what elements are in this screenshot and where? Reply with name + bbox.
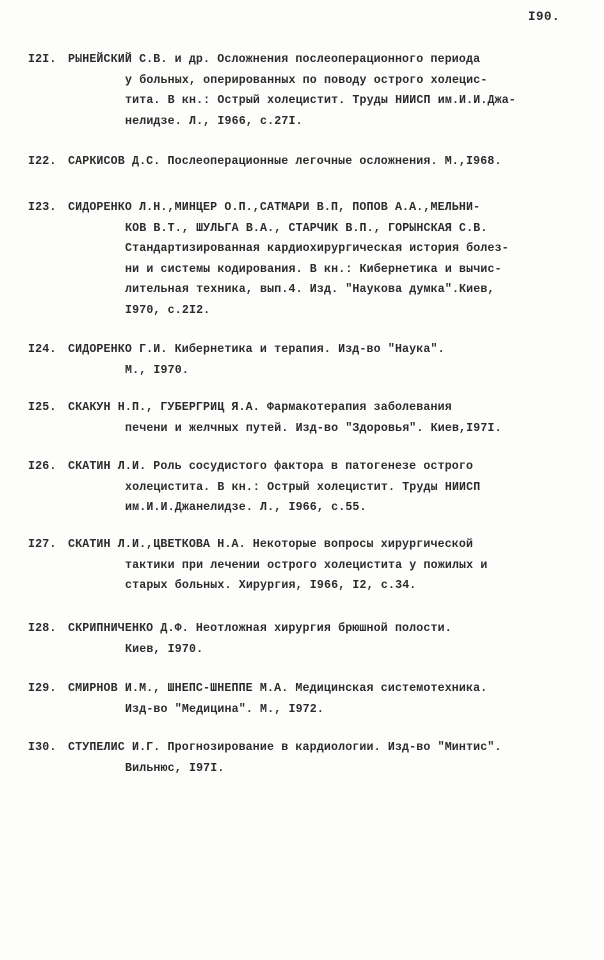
entry-number: I2I.	[28, 53, 57, 66]
bibliography-entry-130	[28, 738, 502, 779]
bibliography-entry-122	[28, 152, 502, 173]
entry-line: тита. В кн.: Острый холецистит. Труды НИИСП им.И.И.Джа-	[125, 94, 516, 107]
entry-number: I29.	[28, 682, 57, 695]
entry-number: I22.	[28, 155, 57, 168]
entry-number: I27.	[28, 538, 57, 551]
entry-number: I28.	[28, 622, 57, 635]
entry-line: Киев, I970.	[125, 642, 204, 656]
entry-line: СИДОРЕНКО Л.Н.,МИНЦЕР О.П.,САТМАРИ В.П, ПОПОВ А.А.,МЕЛЬНИ-	[68, 201, 481, 214]
entry-line: им.И.И.Джанелидзе. Л., I966, с.55.	[125, 501, 367, 514]
entry-number: I25.	[28, 401, 57, 414]
entry-number: I24.	[28, 343, 57, 356]
entry-line: СКАТИН Л.И.,ЦВЕТКОВА Н.А. Некоторые вопросы хирургической	[68, 538, 474, 551]
bibliography-entry-129	[28, 679, 487, 720]
entry-line: ни и системы кодирования. В кн.: Кибернетика и вычис-	[125, 262, 502, 276]
bibliography-entry-123	[28, 198, 509, 321]
entry-line: I970, с.2I2.	[125, 303, 211, 317]
entry-line: КОВ В.Т., ШУЛЬГА В.А., СТАРЧИК В.П., ГОРЫНСКАЯ С.В.	[125, 221, 488, 235]
entry-number: I23.	[28, 201, 57, 214]
entry-line: СКАТИН Л.И. Роль сосудистого фактора в патогенезе острого	[68, 460, 474, 473]
entry-line: М., I970.	[125, 363, 189, 377]
entry-line: холецистита. В кн.: Острый холецистит. Труды НИИСП	[125, 480, 481, 494]
bibliography-entry-128	[28, 619, 452, 660]
entry-line: СИДОРЕНКО Г.И. Кибернетика и терапия. Изд-во "Наука".	[68, 343, 445, 356]
entry-line: СКРИПНИЧЕНКО Д.Ф. Неотложная хирургия брюшной полости.	[68, 622, 452, 635]
entry-line: СТУПЕЛИС И.Г. Прогнозирование в кардиологии. Изд-во "Минтис".	[68, 741, 502, 754]
entry-number: I30.	[28, 741, 57, 754]
entry-line: у больных, оперированных по поводу острого холецис-	[125, 73, 488, 87]
bibliography-entry-124	[28, 340, 445, 381]
entry-line: нелидзе. Л., I966, с.27I.	[125, 114, 303, 128]
bibliography-entry-126	[28, 457, 480, 519]
entry-line: Изд-во "Медицина". М., I972.	[125, 702, 325, 716]
entry-line: СКАКУН Н.П., ГУБЕРГРИЦ Я.А. Фармакотерапия заболевания	[68, 401, 452, 414]
entry-line: Вильнюс, I97I.	[125, 761, 225, 775]
page-number: I90.	[527, 10, 560, 24]
entry-line: старых больных. Хирургия, I966, I2, с.34.	[125, 579, 417, 592]
entry-line: лительная техника, вып.4. Изд. "Наукова думка".Киев,	[125, 283, 495, 296]
entry-line: САРКИСОВ Д.С. Послеоперационные легочные осложнения. М.,I968.	[68, 155, 502, 168]
entry-line: тактики при лечении острого холецистита у пожилых и	[125, 558, 488, 572]
bibliography-entry-127	[28, 535, 487, 597]
bibliography-entry-121	[28, 50, 516, 132]
entry-number: I26.	[28, 460, 57, 473]
entry-line: СМИРНОВ И.М., ШНЕПС-ШНЕППЕ М.А. Медицинская системотехника.	[68, 682, 488, 695]
entry-line: печени и желчных путей. Изд-во "Здоровья". Киев,I97I.	[125, 421, 502, 435]
entry-line: РЫНЕЙСКИЙ С.В. и др. Осложнения послеоперационного периода	[68, 53, 481, 66]
bibliography-entry-125	[28, 398, 502, 439]
entry-line: Стандартизированная кардиохирургическая история болез-	[125, 242, 509, 255]
